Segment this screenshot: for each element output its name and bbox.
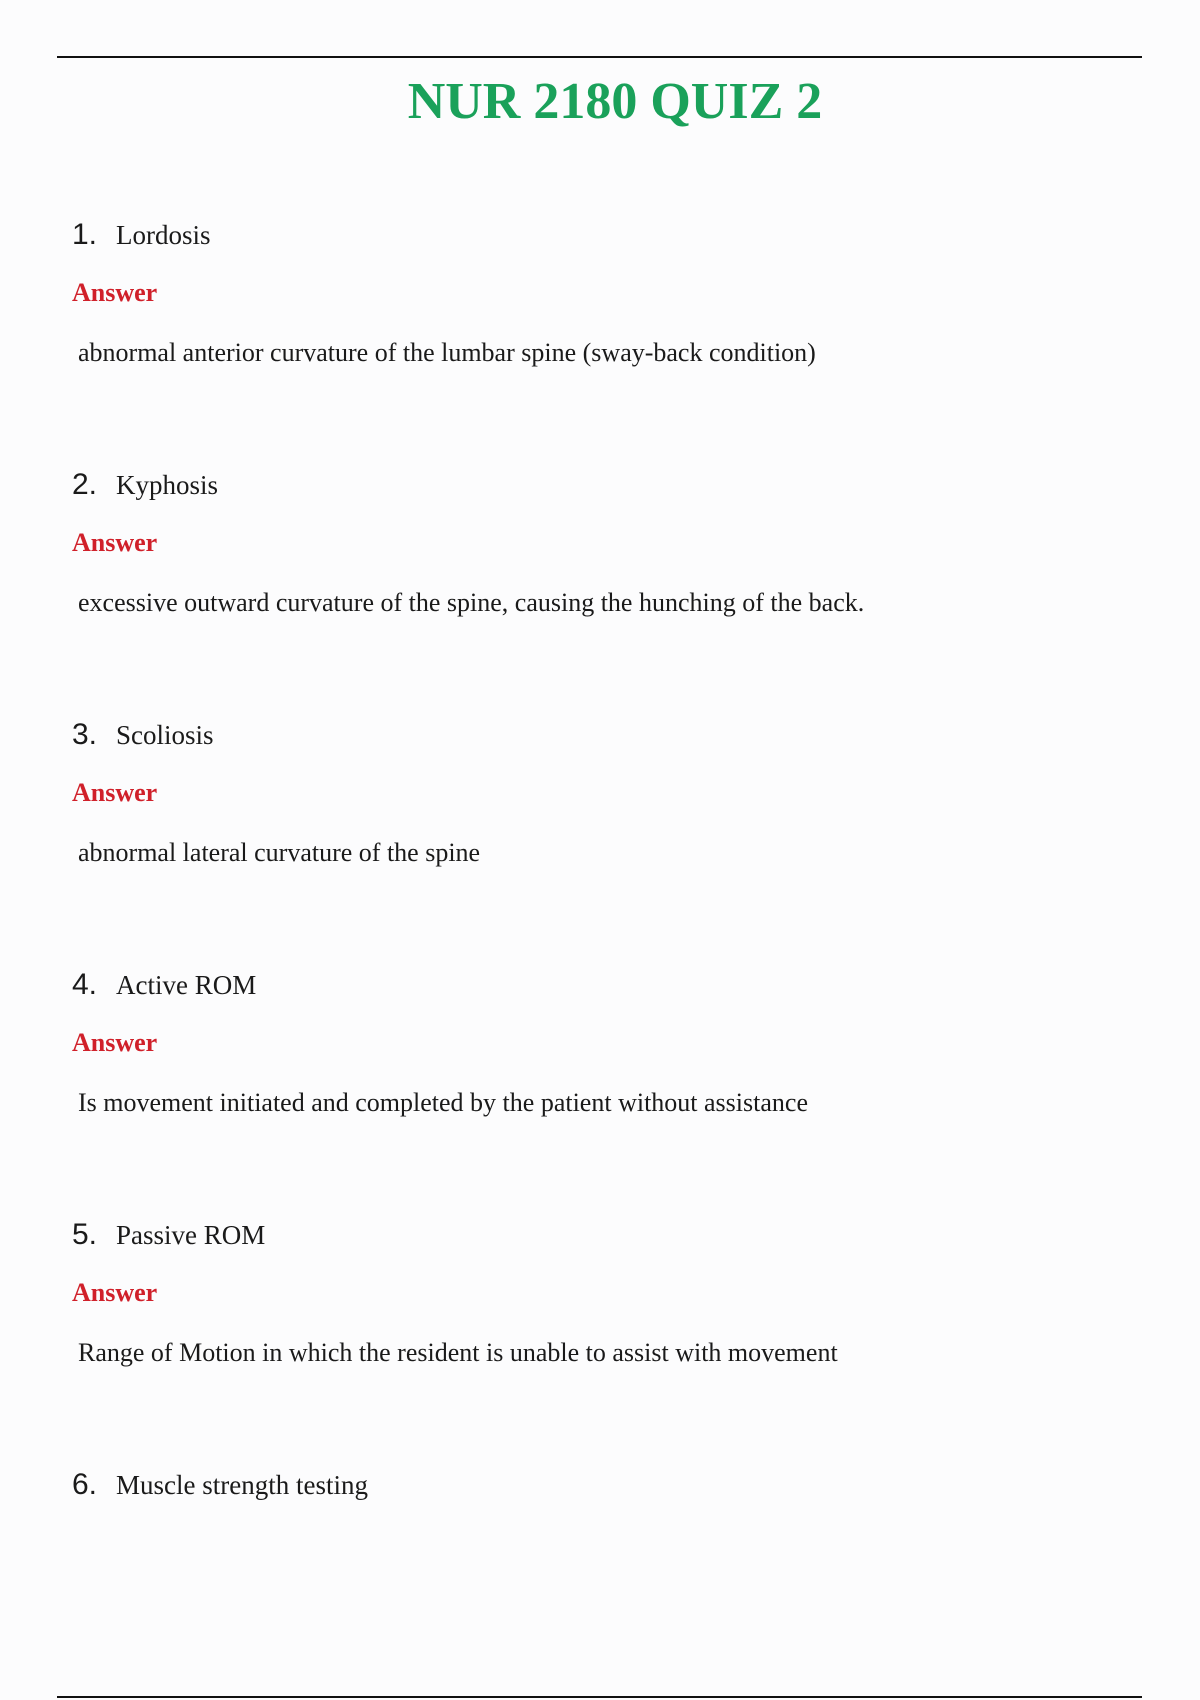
question-item <box>72 468 1132 618</box>
question-number: 6. <box>72 1468 98 1501</box>
answer-text: abnormal anterior curvature of the lumbar spine (sway-back condition) <box>78 338 816 367</box>
answer-label: Answer <box>72 778 158 807</box>
answer-label: Answer <box>72 1028 158 1057</box>
question-term: Active ROM <box>116 970 257 1000</box>
answer-text: Range of Motion in which the resident is unable to assist with movement <box>78 1338 838 1367</box>
answer-label: Answer <box>72 278 158 307</box>
question-item <box>72 718 1132 868</box>
answer-label: Answer <box>72 528 158 557</box>
question-number: 3. <box>72 718 98 751</box>
question-number: 2. <box>72 468 98 501</box>
question-item <box>72 218 1132 368</box>
question-item <box>72 1218 1132 1368</box>
question-term: Muscle strength testing <box>116 1470 368 1500</box>
answer-text: excessive outward curvature of the spine, causing the hunching of the back. <box>78 588 865 617</box>
question-term: Scoliosis <box>116 720 214 750</box>
answer-text: abnormal lateral curvature of the spine <box>78 838 481 867</box>
question-number: 4. <box>72 968 98 1001</box>
question-term: Lordosis <box>116 220 211 250</box>
top-rule <box>57 56 1142 58</box>
question-term: Passive ROM <box>116 1220 266 1250</box>
question-item <box>72 1468 1132 1508</box>
question-item <box>72 968 1132 1118</box>
question-term: Kyphosis <box>116 470 219 500</box>
question-number: 1. <box>72 218 98 251</box>
bottom-rule <box>57 1696 1142 1698</box>
page-title: NUR 2180 QUIZ 2 <box>407 73 823 130</box>
answer-label: Answer <box>72 1278 158 1307</box>
answer-text: Is movement initiated and completed by the patient without assistance <box>78 1088 808 1117</box>
question-number: 5. <box>72 1218 98 1251</box>
